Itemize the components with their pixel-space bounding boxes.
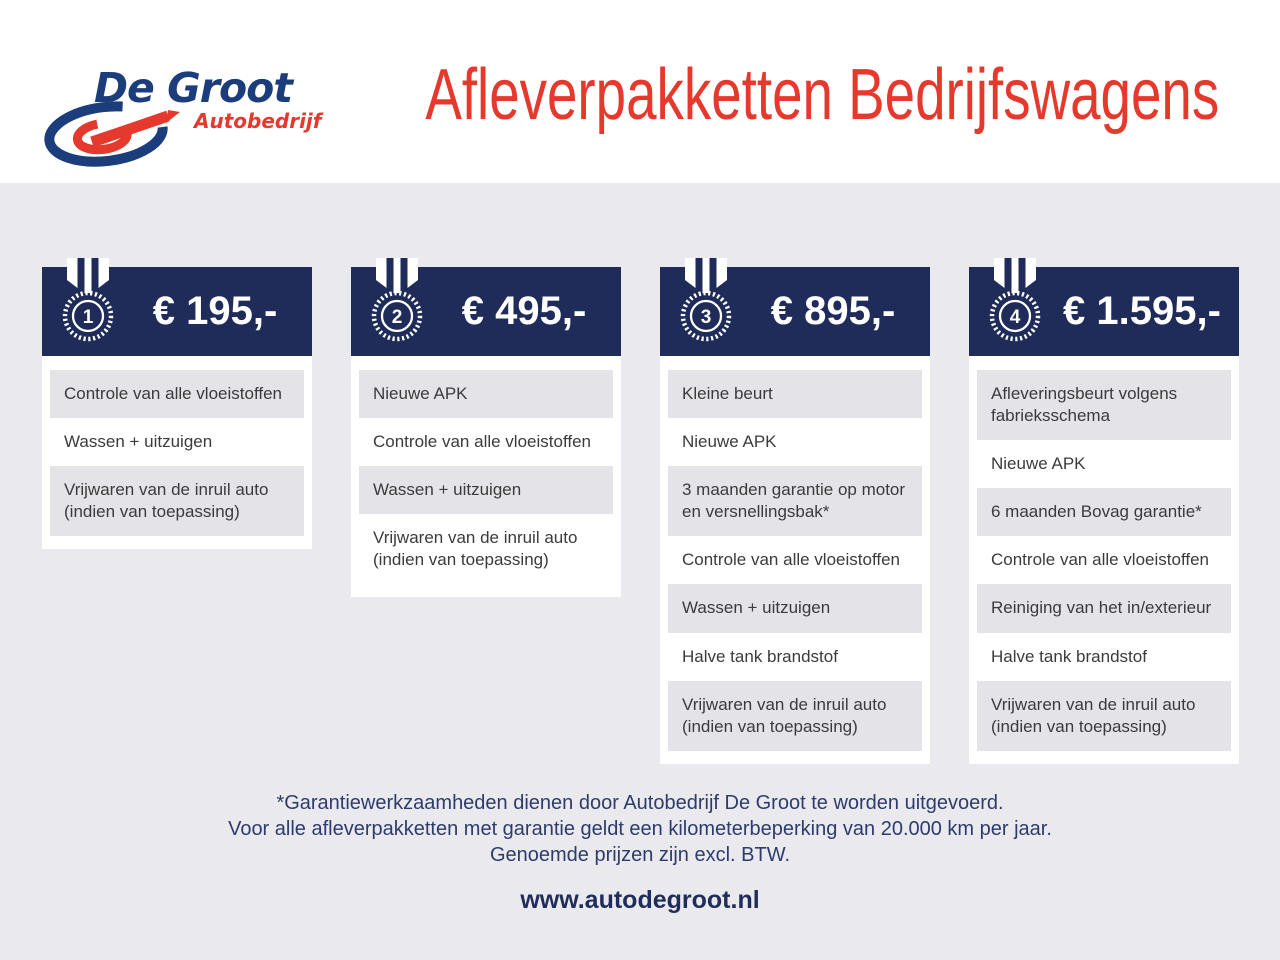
package-2-items <box>351 356 621 597</box>
package-card-2 <box>351 267 621 597</box>
packages-row <box>0 183 1280 764</box>
package-item: Nieuwe APK <box>991 454 1086 474</box>
package-2-price: € 495,- <box>461 289 587 333</box>
footnote-line: *Garantiewerkzaamheden dienen door Autobedrijf De Groot te worden uitgevoerd. <box>276 791 1004 814</box>
package-3-header <box>660 267 930 356</box>
package-item: Nieuwe APK <box>682 432 777 452</box>
package-1-header <box>42 267 312 356</box>
medal-4-icon <box>984 258 1046 354</box>
package-item: Controle van alle vloeistoffen <box>682 550 900 570</box>
package-1-items <box>42 356 312 549</box>
package-item: Controle van alle vloeistoffen <box>991 550 1209 570</box>
package-3-price: € 895,- <box>770 289 896 333</box>
header-band <box>0 0 1280 183</box>
logo <box>44 64 322 169</box>
medal-3-icon <box>675 258 737 354</box>
footnote-line: Genoemde prijzen zijn excl. BTW. <box>489 843 791 866</box>
package-card-3 <box>660 267 930 764</box>
footnotes <box>0 790 1280 868</box>
package-4-header <box>969 267 1239 356</box>
package-4-items <box>969 356 1239 764</box>
package-item: Wassen + uitzuigen <box>64 432 213 452</box>
logo-subtitle: Autobedrijf <box>194 109 322 133</box>
medal-4-rank: 4 <box>1009 307 1021 328</box>
package-item: Reiniging van het in/exterieur <box>977 584 1231 632</box>
package-item: Vrijwaren van de inruil auto (indien van toepassing) <box>373 528 578 570</box>
package-item: 3 maanden garantie op motor en versnellingsbak* <box>668 466 922 536</box>
medal-1-icon <box>57 258 119 354</box>
package-item: Controle van alle vloeistoffen <box>50 370 304 418</box>
package-item: Nieuwe APK <box>359 370 613 418</box>
package-item: Halve tank brandstof <box>682 646 838 666</box>
page-title <box>300 55 1250 135</box>
package-3-items <box>660 356 930 764</box>
package-item: Controle van alle vloeistoffen <box>373 432 591 452</box>
footnote-line: Voor alle afleverpakketten met garantie geldt een kilometerbeperking van 20.000 km per jaar. <box>228 817 1052 840</box>
website-text: www.autodegroot.nl <box>520 885 760 914</box>
package-card-1 <box>42 267 312 549</box>
package-item: Halve tank brandstof <box>991 646 1147 666</box>
package-card-4 <box>969 267 1239 764</box>
package-item: Kleine beurt <box>668 370 922 418</box>
package-item: 6 maanden Bovag garantie* <box>977 488 1231 536</box>
package-item: Afleveringsbeurt volgens fabrieksschema <box>977 370 1231 440</box>
package-1-price: € 195,- <box>152 289 278 333</box>
package-item: Vrijwaren van de inruil auto (indien van toepassing) <box>668 681 922 751</box>
content-area <box>0 183 1280 960</box>
package-4-price: € 1.595,- <box>1063 289 1221 333</box>
package-item: Wassen + uitzuigen <box>359 466 613 514</box>
medal-1-rank: 1 <box>82 307 94 328</box>
package-item: Vrijwaren van de inruil auto (indien van toepassing) <box>50 466 304 536</box>
package-item: Wassen + uitzuigen <box>668 584 922 632</box>
package-2-header <box>351 267 621 356</box>
medal-3-rank: 3 <box>700 307 712 328</box>
medal-2-rank: 2 <box>391 307 403 328</box>
medal-2-icon <box>366 258 428 354</box>
logo-name: De Groot <box>94 64 292 112</box>
page-title-text: Afleverpakketten Bedrijfswagens <box>425 55 1220 135</box>
package-item: Vrijwaren van de inruil auto (indien van toepassing) <box>977 681 1231 751</box>
